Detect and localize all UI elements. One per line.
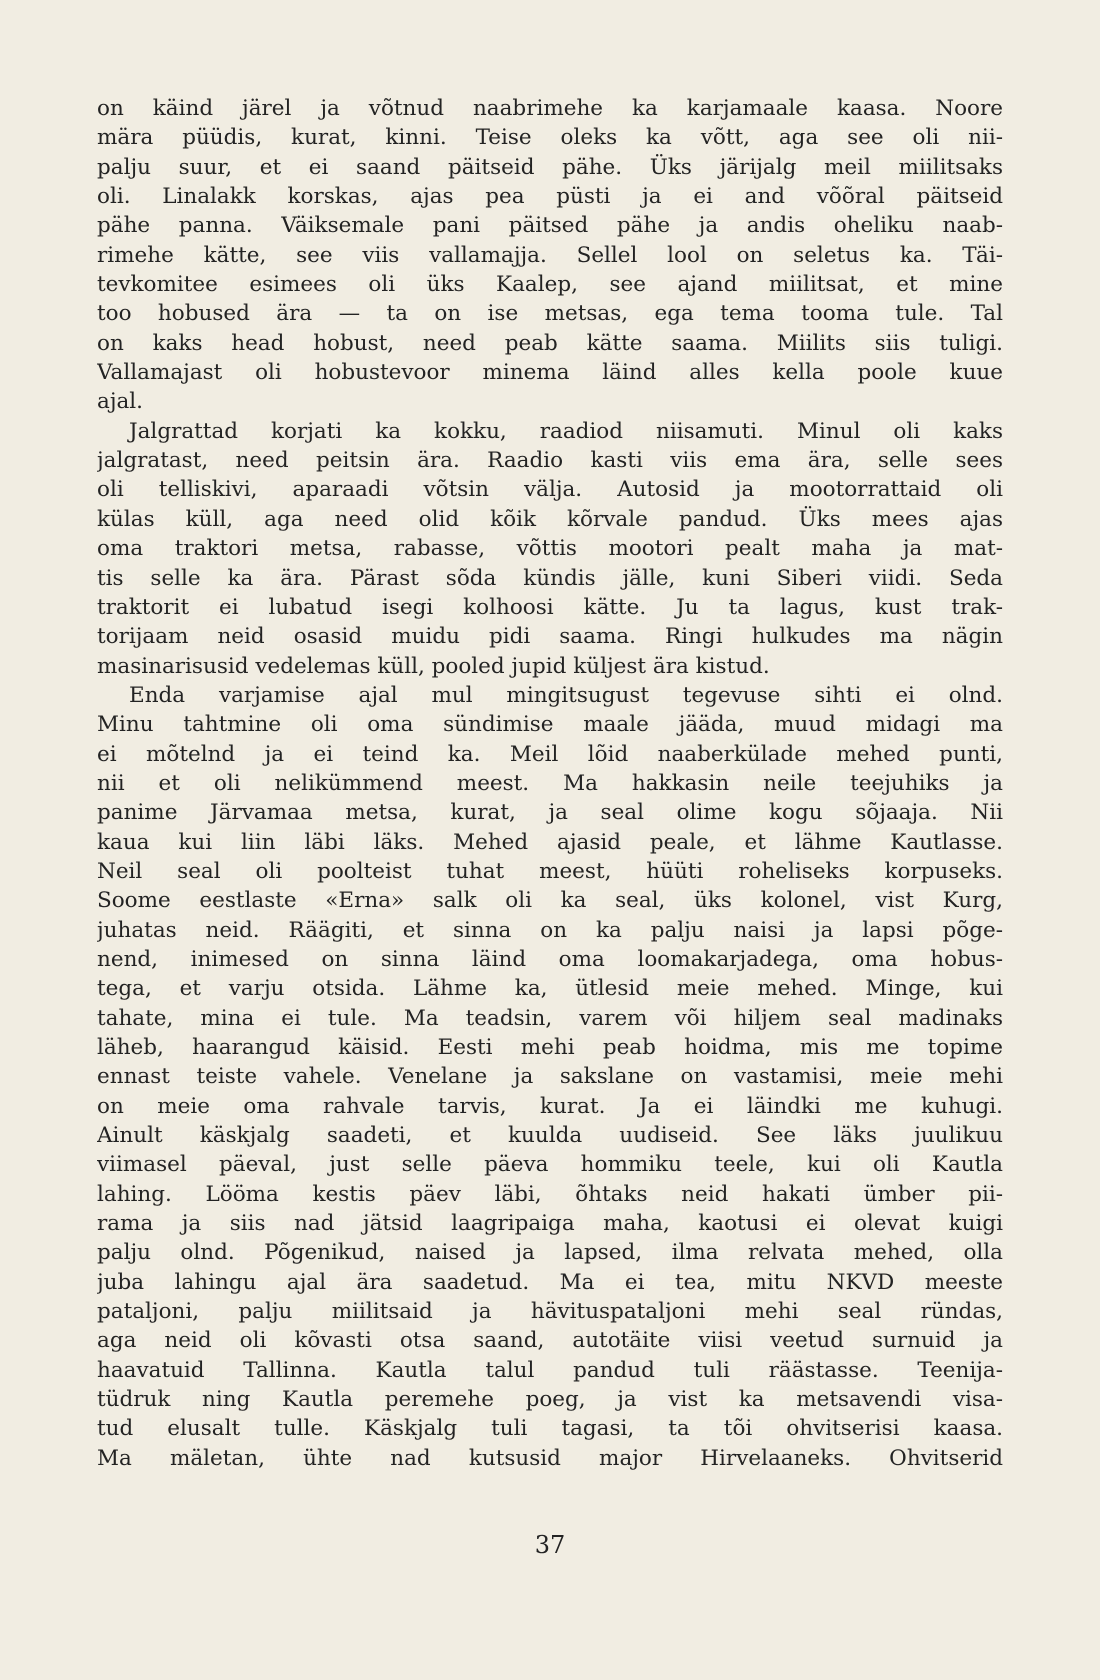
text-line: viimasel päeval, just selle päeva hommiku teele, kui oli Kautla: [97, 1152, 1003, 1178]
text-line: tis selle ka ära. Pärast sõda kündis jälle, kuni Siberi viidi. Seda: [97, 565, 1003, 591]
text-line: oma traktori metsa, rabasse, võttis mootori pealt maha ja mat-: [97, 536, 1003, 562]
text-line: aga neid oli kõvasti otsa saand, autotäite viisi veetud surnuid ja: [97, 1328, 1003, 1354]
text-line: tega, et varju otsida. Lähme ka, ütlesid meie mehed. Minge, kui: [97, 976, 1003, 1002]
text-line: Ma mäletan, ühte nad kutsusid major Hirvelaaneks. Ohvitserid: [97, 1445, 1003, 1471]
text-line: tevkomitee esimees oli üks Kaalep, see ajand miilitsat, et mine: [97, 272, 1003, 298]
text-line: läheb, haarangud käisid. Eesti mehi peab hoidma, mis me topime: [97, 1035, 1003, 1060]
text-line: Ainult käskjalg saadeti, et kuulda uudiseid. See läks juulikuu: [97, 1123, 1003, 1149]
text-line: ennast teiste vahele. Venelane ja sakslane on vastamisi, meie mehi: [97, 1064, 1003, 1090]
text-line: nii et oli nelikümmend meest. Ma hakkasin neile teejuhiks ja: [97, 770, 1003, 796]
text-line: lahing. Lööma kestis päev läbi, õhtaks neid hakati ümber pii-: [97, 1181, 1003, 1207]
text-line: too hobused ära — ta on ise metsas, ega tema tooma tule. Tal: [97, 301, 1003, 327]
text-line: Minu tahtmine oli oma sündimise maale jääda, muud midagi ma: [97, 712, 1003, 738]
text-line: palju olnd. Põgenikud, naised ja lapsed, ilma relvata mehed, olla: [97, 1240, 1003, 1266]
text-line: rama ja siis nad jätsid laagripaiga maha, kaotusi ei olevat kuigi: [97, 1211, 1003, 1237]
body-text: [97, 94, 1003, 1473]
text-line: Jalgrattad korjati ka kokku, raadiod niisamuti. Minul oli kaks: [129, 418, 1003, 444]
text-line: külas küll, aga need olid kõik kõrvale pandud. Üks mees ajas: [97, 506, 1003, 532]
text-line: tahate, mina ei tule. Ma teadsin, varem või hiljem seal madinaks: [97, 1005, 1003, 1031]
text-line: pähe panna. Väiksemale pani päitsed pähe ja andis oheliku naab-: [97, 213, 1003, 239]
text-line: masinarisusid vedelemas küll, pooled jupid küljest ära kistud.: [97, 653, 770, 679]
text-line: tud elusalt tulle. Käskjalg tuli tagasi, ta tõi ohvitserisi kaasa.: [97, 1416, 1003, 1442]
text-line: haavatuid Tallinna. Kautla talul pandud tuli räästasse. Teenija-: [97, 1357, 1003, 1383]
text-line: nend, inimesed on sinna läind oma loomakarjadega, oma hobus-: [97, 946, 1003, 972]
page-number: 37: [534, 1531, 566, 1559]
text-line: Soome eestlaste «Erna» salk oli ka seal, üks kolonel, vist Kurg,: [97, 888, 1003, 914]
text-line: palju suur, et ei saand päitseid pähe. Üks järijalg meil miilitsaks: [97, 154, 1003, 180]
text-line: on meie oma rahvale tarvis, kurat. Ja ei läindki me kuhugi.: [97, 1093, 1003, 1119]
text-line: tüdruk ning Kautla peremehe poeg, ja vist ka metsavendi visa-: [97, 1387, 1003, 1413]
text-line: on kaks head hobust, need peab kätte saama. Miilits siis tuligi.: [97, 330, 1003, 356]
text-line: traktorit ei lubatud isegi kolhoosi kätte. Ju ta lagus, kust trak-: [97, 594, 1003, 620]
text-line: Vallamajast oli hobustevoor minema läind alles kella poole kuue: [97, 360, 1003, 386]
text-line: kaua kui liin läbi läks. Mehed ajasid peale, et lähme Kautlasse.: [97, 829, 1003, 855]
text-line: Enda varjamise ajal mul mingitsugust tegevuse sihti ei olnd.: [129, 682, 1003, 708]
text-line: Neil seal oli poolteist tuhat meest, hüüti roheliseks korpuseks.: [97, 858, 1003, 884]
text-line: mära püüdis, kurat, kinni. Teise oleks ka võtt, aga see oli nii-: [97, 125, 1003, 151]
text-line: juba lahingu ajal ära saadetud. Ma ei tea, mitu NKVD meeste: [97, 1269, 1003, 1295]
text-line: ajal.: [97, 389, 144, 415]
text-line: pataljoni, palju miilitsaid ja hävituspataljoni mehi seal ründas,: [97, 1299, 1003, 1325]
text-line: oli telliskivi, aparaadi võtsin välja. Autosid ja mootorrattaid oli: [97, 477, 1003, 503]
text-line: jalgratast, need peitsin ära. Raadio kasti viis ema ära, selle sees: [97, 448, 1003, 474]
text-line: panime Järvamaa metsa, kurat, ja seal olime kogu sõjaaja. Nii: [97, 800, 1003, 826]
text-line: torijaam neid osasid muidu pidi saama. Ringi hulkudes ma nägin: [97, 624, 1003, 650]
text-line: juhatas neid. Räägiti, et sinna on ka palju naisi ja lapsi põge-: [97, 917, 1003, 943]
text-line: ei mõtelnd ja ei teind ka. Meil lõid naaberkülade mehed punti,: [97, 741, 1003, 767]
text-line: rimehe kätte, see viis vallamajja. Sellel lool on seletus ka. Täi-: [97, 242, 1003, 268]
text-line: on käind järel ja võtnud naabrimehe ka karjamaale kaasa. Noore: [97, 96, 1003, 121]
text-line: oli. Linalakk korskas, ajas pea püsti ja ei and võõral päitseid: [97, 184, 1003, 210]
